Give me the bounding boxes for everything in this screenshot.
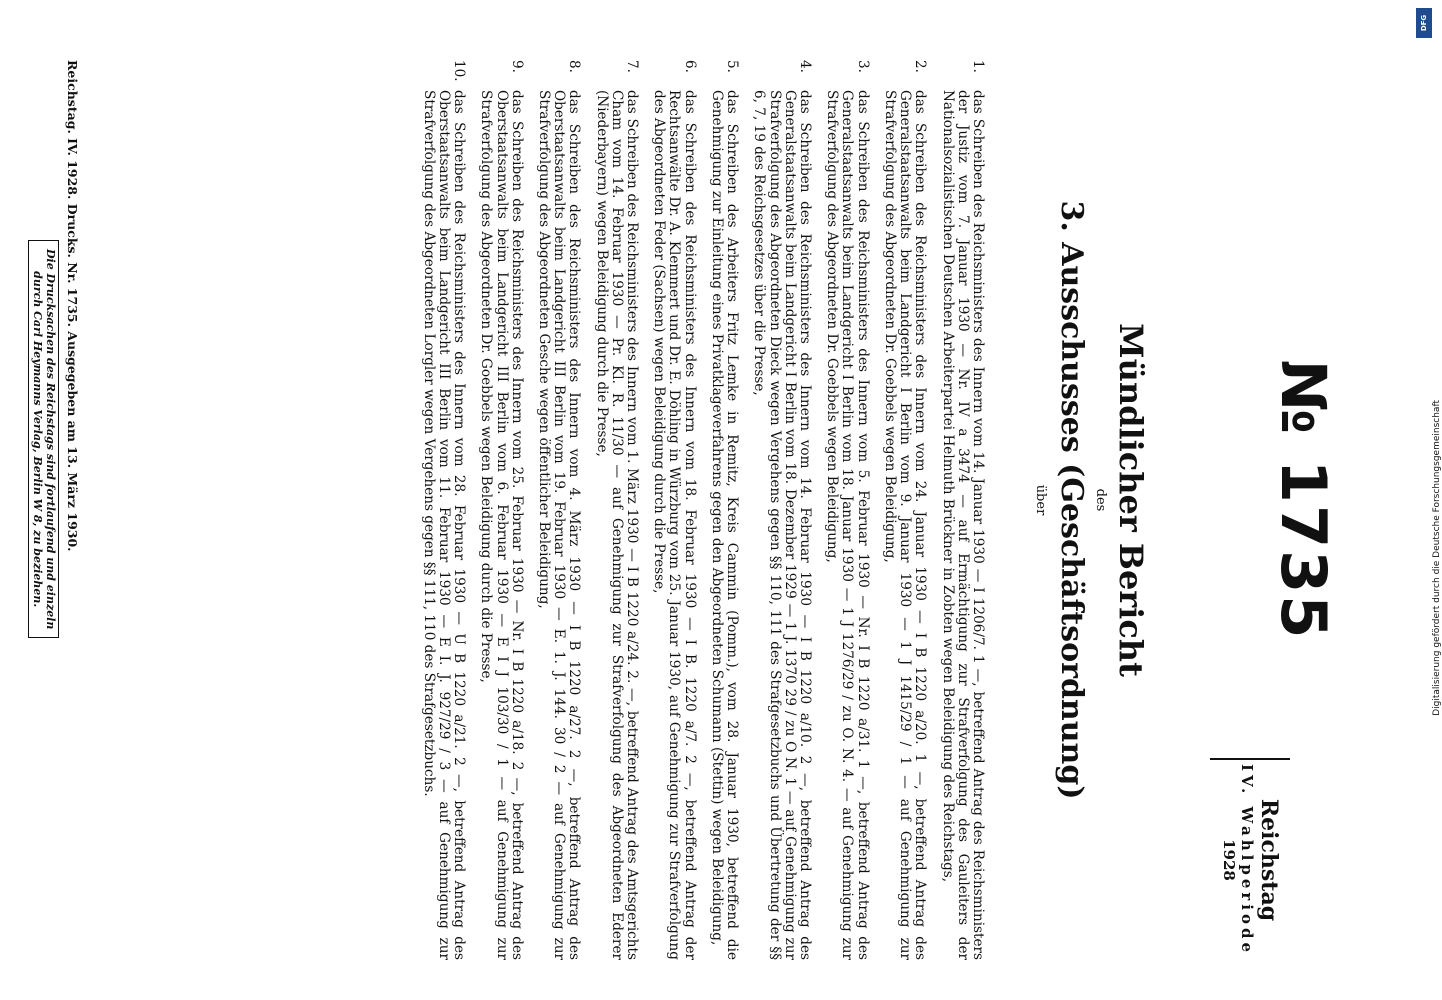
list-item xyxy=(882,60,928,960)
wahlperiode-label: IV. Wahlperiode xyxy=(1238,763,1256,956)
publisher-line-1: Die Drucksachen des Reichstags sind fortlaufend und einzeln xyxy=(44,249,57,630)
footer xyxy=(28,60,80,960)
item-number: 7. xyxy=(624,60,641,73)
item-text: das Schreiben des Arbeiters Fritz Lemke in Remitz, Kreis Cammin (Pomm.), vom 28. Januar 1930, betreffend die Genehmigung zur Einleitung eines Privatklageverfahrens gegen den Abgeordneten Schumann (Stettin) wegen Beleidigung, xyxy=(708,90,741,960)
item-number: 1. xyxy=(970,60,986,73)
list-item xyxy=(709,60,739,960)
list-item xyxy=(651,60,697,960)
item-number: 9. xyxy=(508,60,525,73)
item-number: 5. xyxy=(724,60,741,73)
footer-line: Reichstag. IV. 1928. Drucks. Nr. 1735. Ausgegeben am 13. März 1930. xyxy=(65,60,80,552)
item-list xyxy=(408,60,985,960)
item-number: 8. xyxy=(566,60,583,73)
item-text: das Schreiben des Reichsministers des Innern vom 28. Februar 1930 — U B 1220 a/21. 2 —, betreffend Antrag des Oberstaatsanwalts beim Landgericht III Berlin vom 11. Februar 1930 — E I. J. 927/29 / 3 — auf Genehmigung zur Strafverfolgung des Abgeordneten Lorgler wegen Vergehens gegen §§ 111, 110 des Strafgesetzbuchs. xyxy=(420,90,468,960)
item-number: 3. xyxy=(854,60,871,73)
year-label: 1928 xyxy=(1220,839,1238,881)
list-item xyxy=(478,60,524,960)
item-text: das Schreiben des Reichsministers des Innern vom 14. Januar 1930 — I 1206/7. 1 —, betreffend Antrag des Reichsministers der Justiz vom 7. Januar 1930 — Nr. IV a 3474 — auf Ermächtigung zur Strafverfolgung des Gauleiters der Nationalsozialistischen Deutschen Arbeiterpartei Helmuth Brückner in Zobten wegen Beleidigung des Reichstags, xyxy=(939,90,986,960)
committee-title: 3. Ausschusses (Geschäftsordnung) xyxy=(1054,200,1089,800)
document-number: № 1735 xyxy=(1267,359,1340,641)
item-number: 10. xyxy=(451,60,468,82)
title-block xyxy=(1033,0,1150,1000)
dfg-logo-text: DFG xyxy=(1420,14,1428,32)
list-item xyxy=(939,60,985,960)
item-text: das Schreiben des Reichsministers des Innern vom 25. Februar 1930 — Nr. I B 1220 a/18. 2 —, betreffend Antrag des Oberstaatsanwalts beim Landgericht III Berlin vom 6. Februar 1930 — E I J 103/30 / 1 — auf Genehmigung zur Strafverfolgung des Abgeordneten Dr. Goebbels wegen Beleidigung durch die Presse, xyxy=(478,90,525,960)
publisher-line-2: durch Carl Heymanns Verlag, Berlin W 8, zu beziehen. xyxy=(31,271,45,608)
item-text: das Schreiben des Reichsministers des Innern vom 1. März 1930 — I B 1220 a/24. 2. —, betreffend Antrag des Amtsgerichts Cham vom 14. Februar 1930 — Pr. Kl. R. 11/30 — auf Genehmigung zur Strafverfolgung des Abgeordneten Ederer (Niederbayern) wegen Beleidigung durch die Presse, xyxy=(593,90,641,960)
list-item xyxy=(593,60,639,960)
item-number: 2. xyxy=(912,60,929,73)
item-number: 6. xyxy=(681,60,698,73)
item-text: das Schreiben des Reichsministers des Innern vom 18. Februar 1930 — I B. 1220 a/7. 2 —, betreffend Antrag der Rechtsanwälte Dr. A. Klemmert und Dr. E. Döhling in Würzburg vom 25. Januar 1930, auf Genehmigung zur Strafverfolgung des Abgeordneten Feder (Sachsen) wegen Beleidigung durch die Presse, xyxy=(651,90,698,960)
item-number: 4. xyxy=(797,60,814,73)
item-text: das Schreiben des Reichsministers des Innern vom 5. Februar 1930 — Nr. I B 1220 a/31. 1 —, betreffend Antrag des Generalstaatsanwalts beim Landgericht I Berlin vom 18. Januar 1930 — 1 J 1276/29 / zu O. N. 4. — auf Genehmigung zur Strafverfolgung des Abgeordneten Dr. Goebbels wegen Beleidigung, xyxy=(824,90,871,960)
publisher-box xyxy=(28,240,59,638)
list-item xyxy=(536,60,582,960)
document-title: Mündlicher Bericht xyxy=(1112,323,1150,677)
des-label: des xyxy=(1093,488,1108,512)
dfg-logo-icon xyxy=(1416,8,1432,38)
list-item xyxy=(751,60,812,960)
ueber-label: über xyxy=(1033,484,1048,516)
list-item xyxy=(824,60,870,960)
item-text: das Schreiben des Reichsministers des Innern vom 24. Januar 1930 — I B 1220 a/20. 1 —, betreffend Antrag des Generalstaatsanwalts beim Landgericht I Berlin vom 9. Januar 1930 — 1 J 1415/29 / 1 — auf Genehmigung zur Strafverfolgung des Abgeordneten Dr. Goebbels wegen Beleidigung, xyxy=(881,90,929,960)
item-text: das Schreiben des Reichsministers des Innern vom 14. Februar 1930 — I B 1220 a/10. 2 —, betreffend Antrag des Generalstaatsanwalts beim Landgericht I Berlin vom 18. Dezember 1929 — 1 J. 1370 29 / zu O N. 1 — auf Genehmigung zur Strafverfolgung des Abgeordneten Dieck wegen Vergehens gegen §§ 110, 111 des Strafgesetzbuchs und Übertretung der §§ 6, 7, 19 des Reichsgesetzes über die Presse, xyxy=(751,90,814,960)
item-text: das Schreiben des Reichsministers des Innern vom 4. März 1930 — I B 1220 a/27. 2 —, betreffend Antrag des Oberstaatsanwalts beim Landgericht III Berlin vom 19. Februar 1930 — E. 1. J. 144. 30 / 2 — auf Genehmigung zur Strafverfolgung des Abgeordneten Gesche wegen öffentlicher Beleidigung, xyxy=(535,90,583,960)
list-item xyxy=(420,60,466,960)
reichstag-label: Reichstag xyxy=(1256,798,1282,922)
funding-note: Digitalisierung gefördert durch die Deutsche Forschungsgemeinschaft xyxy=(1432,400,1442,716)
